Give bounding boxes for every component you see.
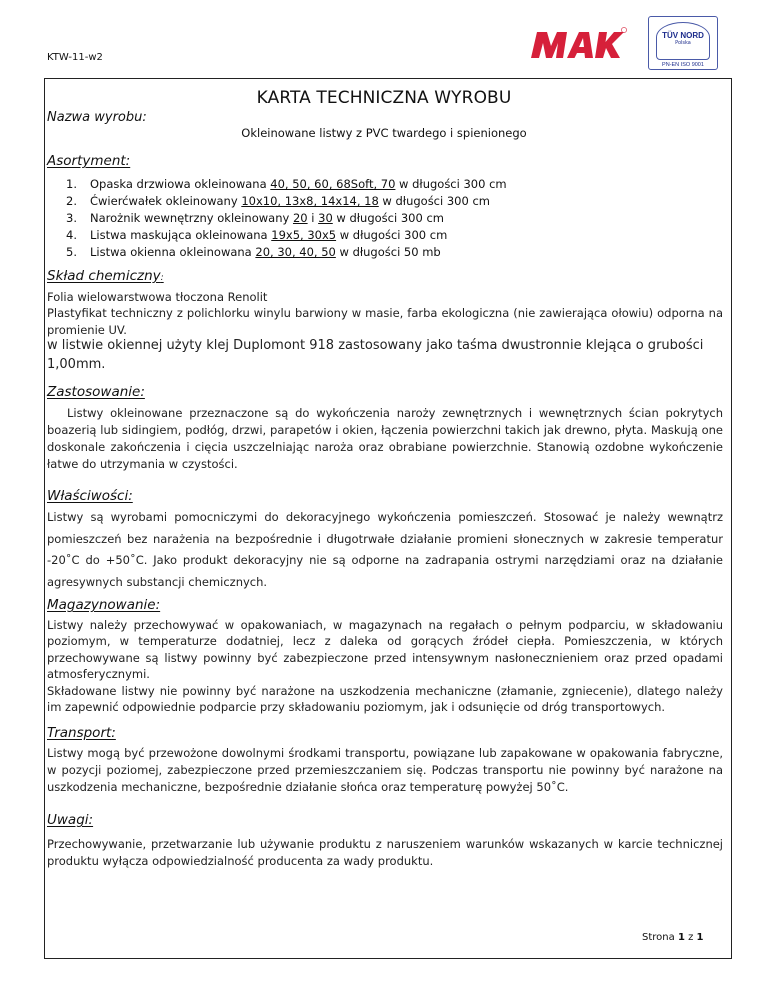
assortment-list: [66, 176, 507, 261]
page-number: Strona 1 z 1: [642, 932, 704, 943]
adhesive-text: w listwie okiennej użyty klej Duplomont 918 zastosowany jako taśma dwustronnie klejąca o grubości 1,00mm.: [47, 338, 704, 372]
product-name: Okleinowane listwy z PVC twardego i spienionego: [241, 126, 527, 140]
list-item: 1. Opaska drzwiowa okleinowana 40, 50, 60, 68Soft, 70 w długości 300 cm: [66, 177, 507, 191]
product-name-label: Nazwa wyrobu:: [47, 110, 147, 125]
mak-logo: [527, 26, 627, 62]
tuv-nord-certificate-badge: [648, 16, 718, 70]
notes-heading: Uwagi:: [47, 812, 94, 828]
composition-text: Folia wielowarstwowa tłoczona Renolit Plastyfikat techniczny z polichlorku winylu barwiony w masie, farba ekologiczna (nie zawierająca ołowiu) odporna na promienie UV.: [47, 290, 723, 337]
document-title: KARTA TECHNICZNA WYROBU: [256, 88, 512, 108]
list-item: 2. Ćwierćwałek okleinowany 10x10, 13x8, 14x14, 18 w długości 300 cm: [66, 194, 490, 208]
cert-name: TÜV NORD: [662, 31, 704, 40]
document-code: KTW-11-w2: [47, 52, 103, 63]
notes-text: Przechowywanie, przetwarzanie lub używanie produktu z naruszeniem warunków wskazanych w karcie technicznej produktu wyłącza odpowiedzialność producenta za wady produktu.: [47, 837, 723, 868]
properties-heading: Właściwości:: [47, 488, 133, 504]
list-item: 5. Listwa okienna okleinowana 20, 30, 40, 50 w długości 50 mb: [66, 245, 441, 259]
composition-heading: Skład chemiczny:: [47, 268, 164, 284]
cert-country: Polska: [675, 40, 691, 46]
list-item: 4. Listwa maskująca okleinowana 19x5, 30x5 w długości 300 cm: [66, 228, 448, 242]
tuv-nord-mark: [656, 22, 710, 60]
cert-standard: PN-EN ISO 9001: [662, 62, 704, 68]
assortment-heading: Asortyment:: [47, 153, 131, 169]
list-item: 3. Narożnik wewnętrzny okleinowany 20 i 30 w długości 300 cm: [66, 211, 444, 225]
application-text: Listwy okleinowane przeznaczone są do wykończenia naroży zewnętrznych i wewnętrznych ścian pokrytych boazerią lub sidingiem, podłóg, drzwi, parapetów i okien, łączenia powierzchni takich jak drewno, płyta. Maskują one doskonale zakończenia i cięcia uszczelniając naroża oraz obrabiane powierzchnie. Stanowią ozdobne wykończenie łatwe do utrzymania w czystości.: [47, 406, 723, 471]
transport-heading: Transport:: [47, 725, 116, 741]
storage-text: Listwy należy przechowywać w opakowaniach, w magazynach na regałach o pełnym podparciu, w składowaniu poziomym, w temperaturze dodatniej, lecz z daleka od gorących źródeł ciepła. Pomieszczenia, w których przechowywane są listwy powinny być zabezpieczone przed intensywnym nasłonecznieniem oraz przed opadami atmosferycznymi. Składowane listwy nie powinny być narażone na uszkodzenia mechaniczne (złamanie, zgniecenie), dlatego należy im zapewnić odpowiednie podparcie przy składowaniu poziomym, jak i odsunięcie od dróg transportowych.: [47, 618, 723, 715]
application-heading: Zastosowanie:: [47, 384, 145, 400]
transport-text: Listwy mogą być przewożone dowolnymi środkami transportu, powiązane lub zapakowane w opakowania fabryczne, w pozycji poziomej, zabezpieczone przed przemieszczaniem się. Podczas transportu nie powinny być narażone na uszkodzenia mechaniczne, bezpośrednie działanie słońca oraz temperaturę powyżej 50˚C.: [47, 746, 723, 794]
properties-text: Listwy są wyrobami pomocniczymi do dekoracyjnego wykończenia pomieszczeń. Stosować je należy wewnątrz pomieszczeń bez narażenia na bezpośrednie i długotrwałe działanie promieni słonecznych w zakresie temperatur -20˚C do +50˚C. Jako produkt dekoracyjny nie są odporne na zadrapania ostrymi narzędziami oraz na działanie agresywnych substancji chemicznych.: [47, 510, 723, 589]
storage-heading: Magazynowanie:: [47, 597, 161, 613]
